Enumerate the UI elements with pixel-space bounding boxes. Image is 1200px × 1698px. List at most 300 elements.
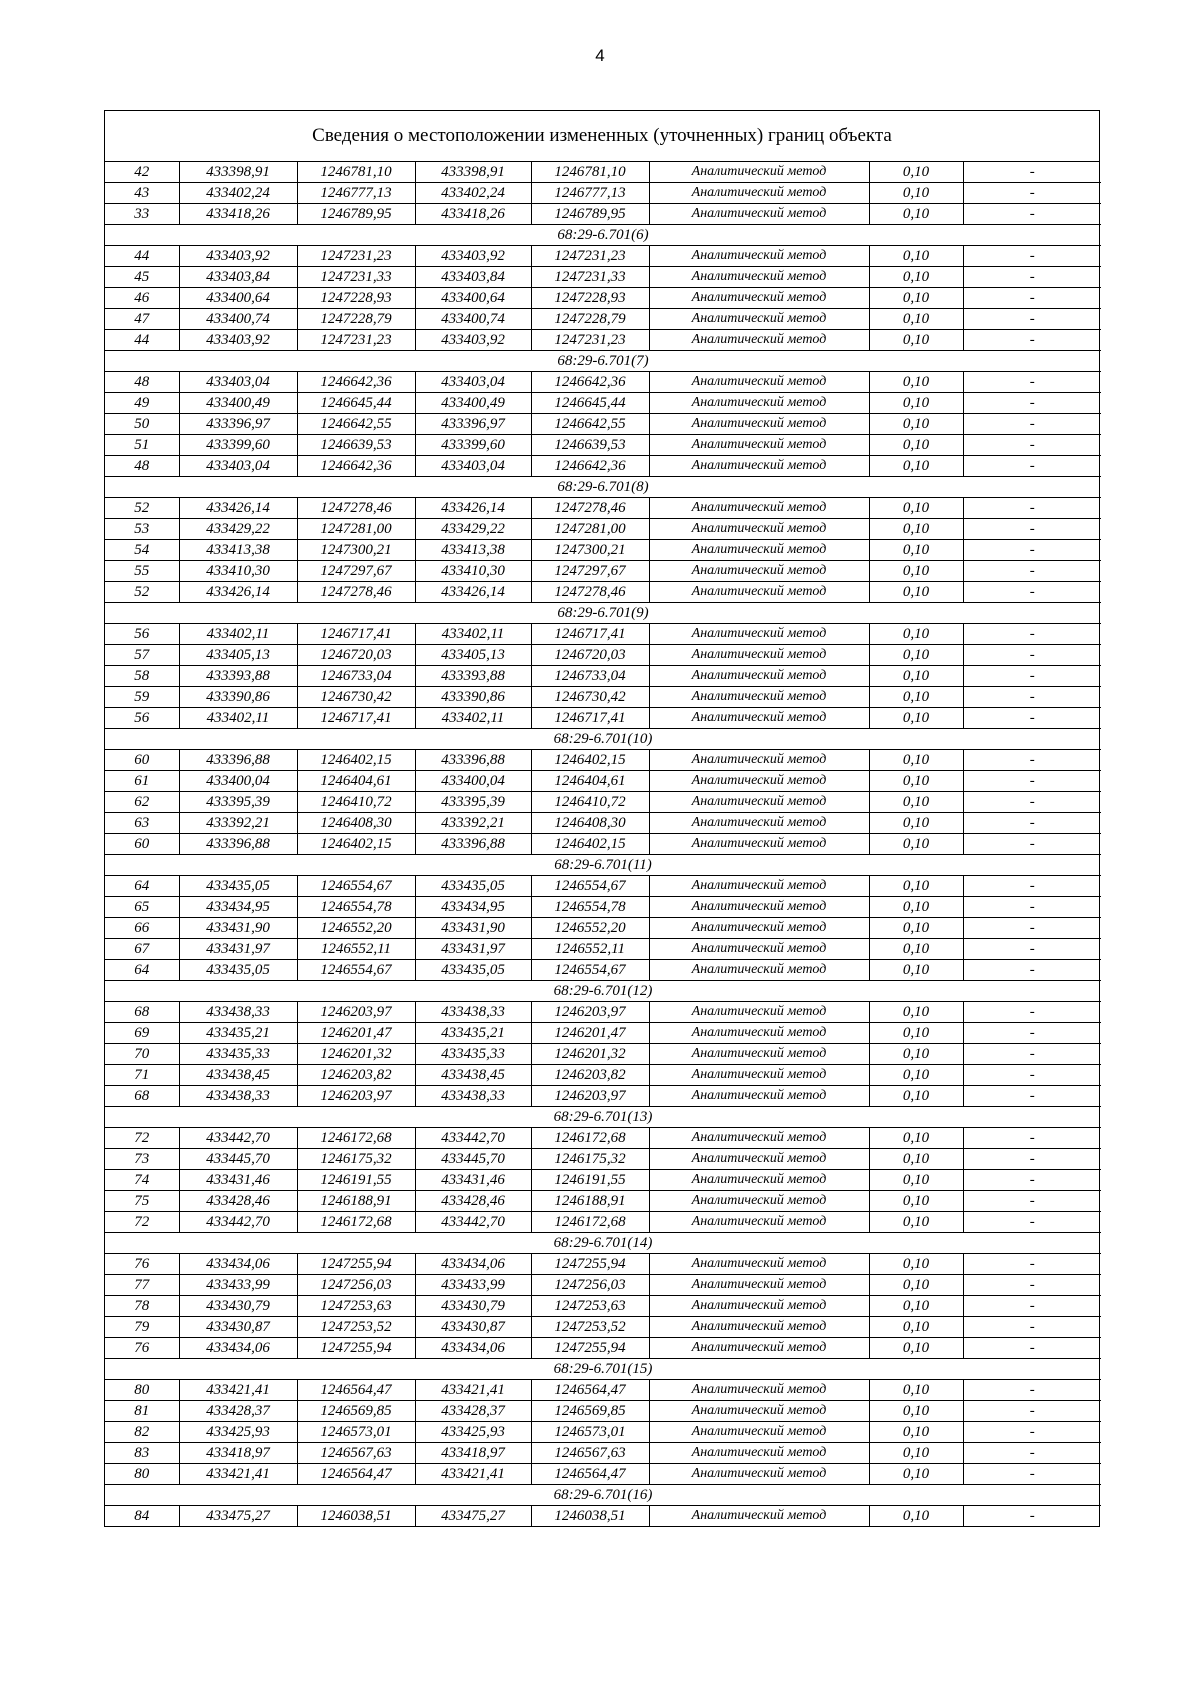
x-old-cell: 433426,14 (179, 582, 297, 603)
y-old-cell: 1247281,00 (297, 519, 415, 540)
y-old-cell: 1246191,55 (297, 1170, 415, 1191)
table-row (105, 519, 1101, 540)
x-old-cell: 433430,79 (179, 1296, 297, 1317)
table-row (105, 1065, 1101, 1086)
method-cell: Аналитический метод (649, 624, 869, 645)
y-new-cell: 1246564,47 (531, 1380, 649, 1401)
x-old-cell: 433438,45 (179, 1065, 297, 1086)
description-cell: - (963, 1254, 1101, 1275)
x-new-cell: 433403,92 (415, 246, 531, 267)
point-number-cell: 58 (105, 666, 179, 687)
y-old-cell: 1247228,93 (297, 288, 415, 309)
description-cell: - (963, 519, 1101, 540)
y-new-cell: 1247253,63 (531, 1296, 649, 1317)
point-number-cell: 52 (105, 582, 179, 603)
accuracy-cell: 0,10 (869, 834, 963, 855)
accuracy-cell: 0,10 (869, 561, 963, 582)
accuracy-cell: 0,10 (869, 1086, 963, 1107)
description-cell: - (963, 435, 1101, 456)
table-row (105, 561, 1101, 582)
point-number-cell: 81 (105, 1401, 179, 1422)
table-row (105, 1212, 1101, 1233)
x-new-cell: 433403,92 (415, 330, 531, 351)
y-new-cell: 1246642,55 (531, 414, 649, 435)
point-number-cell: 43 (105, 183, 179, 204)
x-old-cell: 433442,70 (179, 1212, 297, 1233)
x-new-cell: 433434,06 (415, 1254, 531, 1275)
y-old-cell: 1246777,13 (297, 183, 415, 204)
y-old-cell: 1246552,20 (297, 918, 415, 939)
accuracy-cell: 0,10 (869, 771, 963, 792)
table-row (105, 1191, 1101, 1212)
point-number-cell: 71 (105, 1065, 179, 1086)
point-number-cell: 60 (105, 750, 179, 771)
point-number-cell: 48 (105, 456, 179, 477)
y-new-cell: 1246552,20 (531, 918, 649, 939)
x-new-cell: 433430,87 (415, 1317, 531, 1338)
y-old-cell: 1247231,23 (297, 330, 415, 351)
description-cell: - (963, 1065, 1101, 1086)
x-new-cell: 433400,49 (415, 393, 531, 414)
x-new-cell: 433426,14 (415, 498, 531, 519)
point-number-cell: 64 (105, 876, 179, 897)
y-new-cell: 1246402,15 (531, 750, 649, 771)
x-old-cell: 433403,04 (179, 372, 297, 393)
point-number-cell: 48 (105, 372, 179, 393)
point-number-cell: 42 (105, 162, 179, 183)
y-new-cell: 1247228,79 (531, 309, 649, 330)
x-new-cell: 433434,06 (415, 1338, 531, 1359)
x-old-cell: 433410,30 (179, 561, 297, 582)
x-new-cell: 433421,41 (415, 1464, 531, 1485)
point-number-cell: 75 (105, 1191, 179, 1212)
accuracy-cell: 0,10 (869, 1464, 963, 1485)
x-old-cell: 433433,99 (179, 1275, 297, 1296)
x-old-cell: 433400,04 (179, 771, 297, 792)
x-new-cell: 433405,13 (415, 645, 531, 666)
point-number-cell: 82 (105, 1422, 179, 1443)
method-cell: Аналитический метод (649, 1065, 869, 1086)
y-old-cell: 1246733,04 (297, 666, 415, 687)
accuracy-cell: 0,10 (869, 330, 963, 351)
y-new-cell: 1247300,21 (531, 540, 649, 561)
accuracy-cell: 0,10 (869, 162, 963, 183)
x-old-cell: 433403,92 (179, 246, 297, 267)
method-cell: Аналитический метод (649, 330, 869, 351)
accuracy-cell: 0,10 (869, 183, 963, 204)
description-cell: - (963, 1443, 1101, 1464)
description-cell: - (963, 897, 1101, 918)
y-new-cell: 1247256,03 (531, 1275, 649, 1296)
x-old-cell: 433396,97 (179, 414, 297, 435)
x-new-cell: 433425,93 (415, 1422, 531, 1443)
method-cell: Аналитический метод (649, 645, 869, 666)
description-cell: - (963, 1128, 1101, 1149)
x-new-cell: 433396,88 (415, 834, 531, 855)
x-old-cell: 433425,93 (179, 1422, 297, 1443)
point-number-cell: 61 (105, 771, 179, 792)
table-row (105, 939, 1101, 960)
x-new-cell: 433400,74 (415, 309, 531, 330)
x-new-cell: 433396,88 (415, 750, 531, 771)
point-number-cell: 67 (105, 939, 179, 960)
y-new-cell: 1246645,44 (531, 393, 649, 414)
x-new-cell: 433418,26 (415, 204, 531, 225)
contour-label: 68:29-6.701(6) (105, 225, 1101, 246)
table-row (105, 498, 1101, 519)
table-row (105, 1170, 1101, 1191)
method-cell: Аналитический метод (649, 1317, 869, 1338)
y-new-cell: 1246402,15 (531, 834, 649, 855)
method-cell: Аналитический метод (649, 876, 869, 897)
contour-section-row (105, 351, 1101, 372)
y-new-cell: 1246642,36 (531, 372, 649, 393)
x-old-cell: 433396,88 (179, 750, 297, 771)
table-row (105, 1422, 1101, 1443)
accuracy-cell: 0,10 (869, 918, 963, 939)
x-old-cell: 433438,33 (179, 1002, 297, 1023)
x-old-cell: 433400,74 (179, 309, 297, 330)
accuracy-cell: 0,10 (869, 1212, 963, 1233)
point-number-cell: 54 (105, 540, 179, 561)
contour-section-row (105, 729, 1101, 750)
table-row (105, 162, 1101, 183)
method-cell: Аналитический метод (649, 519, 869, 540)
point-number-cell: 44 (105, 246, 179, 267)
x-old-cell: 433430,87 (179, 1317, 297, 1338)
table-row (105, 1254, 1101, 1275)
method-cell: Аналитический метод (649, 498, 869, 519)
y-new-cell: 1246410,72 (531, 792, 649, 813)
description-cell: - (963, 960, 1101, 981)
accuracy-cell: 0,10 (869, 456, 963, 477)
accuracy-cell: 0,10 (869, 792, 963, 813)
point-number-cell: 66 (105, 918, 179, 939)
y-new-cell: 1246188,91 (531, 1191, 649, 1212)
x-new-cell: 433426,14 (415, 582, 531, 603)
method-cell: Аналитический метод (649, 1401, 869, 1422)
accuracy-cell: 0,10 (869, 687, 963, 708)
x-old-cell: 433390,86 (179, 687, 297, 708)
method-cell: Аналитический метод (649, 1443, 869, 1464)
y-old-cell: 1246564,47 (297, 1464, 415, 1485)
x-old-cell: 433418,26 (179, 204, 297, 225)
method-cell: Аналитический метод (649, 288, 869, 309)
y-new-cell: 1247228,93 (531, 288, 649, 309)
accuracy-cell: 0,10 (869, 435, 963, 456)
y-old-cell: 1246567,63 (297, 1443, 415, 1464)
method-cell: Аналитический метод (649, 372, 869, 393)
y-new-cell: 1246554,78 (531, 897, 649, 918)
table-row (105, 1464, 1101, 1485)
description-cell: - (963, 813, 1101, 834)
y-old-cell: 1246789,95 (297, 204, 415, 225)
method-cell: Аналитический метод (649, 1170, 869, 1191)
x-new-cell: 433403,04 (415, 372, 531, 393)
y-new-cell: 1247255,94 (531, 1338, 649, 1359)
x-new-cell: 433402,24 (415, 183, 531, 204)
table-row (105, 645, 1101, 666)
y-new-cell: 1247253,52 (531, 1317, 649, 1338)
accuracy-cell: 0,10 (869, 414, 963, 435)
description-cell: - (963, 1464, 1101, 1485)
y-new-cell: 1246552,11 (531, 939, 649, 960)
point-number-cell: 56 (105, 624, 179, 645)
point-number-cell: 77 (105, 1275, 179, 1296)
y-old-cell: 1246172,68 (297, 1212, 415, 1233)
y-old-cell: 1247228,79 (297, 309, 415, 330)
description-cell: - (963, 666, 1101, 687)
table-row (105, 309, 1101, 330)
description-cell: - (963, 1191, 1101, 1212)
y-new-cell: 1246038,51 (531, 1506, 649, 1527)
description-cell: - (963, 1317, 1101, 1338)
accuracy-cell: 0,10 (869, 519, 963, 540)
table-row (105, 1296, 1101, 1317)
description-cell: - (963, 918, 1101, 939)
x-old-cell: 433428,46 (179, 1191, 297, 1212)
x-old-cell: 433435,21 (179, 1023, 297, 1044)
x-new-cell: 433438,33 (415, 1002, 531, 1023)
point-number-cell: 78 (105, 1296, 179, 1317)
x-new-cell: 433429,22 (415, 519, 531, 540)
y-old-cell: 1246402,15 (297, 750, 415, 771)
description-cell: - (963, 645, 1101, 666)
method-cell: Аналитический метод (649, 561, 869, 582)
x-new-cell: 433402,11 (415, 708, 531, 729)
table-row (105, 1086, 1101, 1107)
table-row (105, 708, 1101, 729)
x-new-cell: 433399,60 (415, 435, 531, 456)
contour-section-row (105, 981, 1101, 1002)
table-row (105, 834, 1101, 855)
method-cell: Аналитический метод (649, 1254, 869, 1275)
contour-label: 68:29-6.701(9) (105, 603, 1101, 624)
x-old-cell: 433393,88 (179, 666, 297, 687)
y-new-cell: 1247278,46 (531, 582, 649, 603)
y-old-cell: 1246203,97 (297, 1002, 415, 1023)
x-old-cell: 433431,97 (179, 939, 297, 960)
y-old-cell: 1247278,46 (297, 498, 415, 519)
accuracy-cell: 0,10 (869, 498, 963, 519)
description-cell: - (963, 309, 1101, 330)
x-new-cell: 433402,11 (415, 624, 531, 645)
accuracy-cell: 0,10 (869, 1506, 963, 1527)
method-cell: Аналитический метод (649, 162, 869, 183)
method-cell: Аналитический метод (649, 456, 869, 477)
y-old-cell: 1246038,51 (297, 1506, 415, 1527)
x-new-cell: 433428,46 (415, 1191, 531, 1212)
x-old-cell: 433434,06 (179, 1338, 297, 1359)
point-number-cell: 70 (105, 1044, 179, 1065)
contour-label: 68:29-6.701(16) (105, 1485, 1101, 1506)
y-new-cell: 1247255,94 (531, 1254, 649, 1275)
x-old-cell: 433398,91 (179, 162, 297, 183)
x-old-cell: 433402,11 (179, 624, 297, 645)
y-old-cell: 1247231,23 (297, 246, 415, 267)
y-old-cell: 1246402,15 (297, 834, 415, 855)
description-cell: - (963, 456, 1101, 477)
description-cell: - (963, 162, 1101, 183)
y-new-cell: 1246733,04 (531, 666, 649, 687)
point-number-cell: 76 (105, 1338, 179, 1359)
y-old-cell: 1247253,52 (297, 1317, 415, 1338)
accuracy-cell: 0,10 (869, 1317, 963, 1338)
table-row (105, 183, 1101, 204)
x-old-cell: 433400,49 (179, 393, 297, 414)
description-cell: - (963, 876, 1101, 897)
contour-label: 68:29-6.701(14) (105, 1233, 1101, 1254)
y-new-cell: 1246203,97 (531, 1086, 649, 1107)
description-cell: - (963, 1170, 1101, 1191)
point-number-cell: 60 (105, 834, 179, 855)
method-cell: Аналитический метод (649, 1044, 869, 1065)
method-cell: Аналитический метод (649, 834, 869, 855)
point-number-cell: 57 (105, 645, 179, 666)
point-number-cell: 69 (105, 1023, 179, 1044)
x-old-cell: 433435,33 (179, 1044, 297, 1065)
y-new-cell: 1246777,13 (531, 183, 649, 204)
table-row (105, 897, 1101, 918)
description-cell: - (963, 414, 1101, 435)
point-number-cell: 63 (105, 813, 179, 834)
method-cell: Аналитический метод (649, 540, 869, 561)
method-cell: Аналитический метод (649, 939, 869, 960)
point-number-cell: 53 (105, 519, 179, 540)
table-row (105, 1044, 1101, 1065)
contour-label: 68:29-6.701(11) (105, 855, 1101, 876)
y-old-cell: 1246554,67 (297, 960, 415, 981)
table-row (105, 372, 1101, 393)
method-cell: Аналитический метод (649, 1086, 869, 1107)
y-new-cell: 1246730,42 (531, 687, 649, 708)
description-cell: - (963, 1023, 1101, 1044)
x-new-cell: 433430,79 (415, 1296, 531, 1317)
point-number-cell: 44 (105, 330, 179, 351)
y-old-cell: 1247255,94 (297, 1338, 415, 1359)
x-new-cell: 433418,97 (415, 1443, 531, 1464)
y-new-cell: 1247281,00 (531, 519, 649, 540)
description-cell: - (963, 750, 1101, 771)
x-old-cell: 433400,64 (179, 288, 297, 309)
y-old-cell: 1246564,47 (297, 1380, 415, 1401)
y-new-cell: 1247231,33 (531, 267, 649, 288)
table-row (105, 582, 1101, 603)
contour-section-row (105, 1485, 1101, 1506)
method-cell: Аналитический метод (649, 1380, 869, 1401)
method-cell: Аналитический метод (649, 204, 869, 225)
x-new-cell: 433475,27 (415, 1506, 531, 1527)
accuracy-cell: 0,10 (869, 960, 963, 981)
table-row (105, 456, 1101, 477)
accuracy-cell: 0,10 (869, 540, 963, 561)
y-new-cell: 1246201,47 (531, 1023, 649, 1044)
x-new-cell: 433410,30 (415, 561, 531, 582)
table-row (105, 876, 1101, 897)
x-new-cell: 433413,38 (415, 540, 531, 561)
x-new-cell: 433392,21 (415, 813, 531, 834)
y-new-cell: 1246172,68 (531, 1212, 649, 1233)
accuracy-cell: 0,10 (869, 645, 963, 666)
y-old-cell: 1246645,44 (297, 393, 415, 414)
point-number-cell: 56 (105, 708, 179, 729)
accuracy-cell: 0,10 (869, 582, 963, 603)
contour-label: 68:29-6.701(13) (105, 1107, 1101, 1128)
point-number-cell: 79 (105, 1317, 179, 1338)
method-cell: Аналитический метод (649, 1422, 869, 1443)
accuracy-cell: 0,10 (869, 1044, 963, 1065)
y-new-cell: 1247231,23 (531, 246, 649, 267)
table-row (105, 1149, 1101, 1170)
x-old-cell: 433438,33 (179, 1086, 297, 1107)
description-cell: - (963, 834, 1101, 855)
x-new-cell: 433403,04 (415, 456, 531, 477)
method-cell: Аналитический метод (649, 1275, 869, 1296)
method-cell: Аналитический метод (649, 666, 869, 687)
y-old-cell: 1246720,03 (297, 645, 415, 666)
table-row (105, 393, 1101, 414)
description-cell: - (963, 687, 1101, 708)
x-new-cell: 433434,95 (415, 897, 531, 918)
description-cell: - (963, 582, 1101, 603)
y-old-cell: 1247297,67 (297, 561, 415, 582)
accuracy-cell: 0,10 (869, 267, 963, 288)
method-cell: Аналитический метод (649, 183, 869, 204)
accuracy-cell: 0,10 (869, 1170, 963, 1191)
accuracy-cell: 0,10 (869, 750, 963, 771)
table-row (105, 435, 1101, 456)
accuracy-cell: 0,10 (869, 813, 963, 834)
y-old-cell: 1246642,36 (297, 456, 415, 477)
point-number-cell: 33 (105, 204, 179, 225)
x-old-cell: 433402,24 (179, 183, 297, 204)
accuracy-cell: 0,10 (869, 1338, 963, 1359)
x-old-cell: 433395,39 (179, 792, 297, 813)
y-old-cell: 1246569,85 (297, 1401, 415, 1422)
x-old-cell: 433434,06 (179, 1254, 297, 1275)
point-number-cell: 73 (105, 1149, 179, 1170)
x-new-cell: 433435,05 (415, 960, 531, 981)
x-old-cell: 433405,13 (179, 645, 297, 666)
point-number-cell: 45 (105, 267, 179, 288)
x-old-cell: 433396,88 (179, 834, 297, 855)
y-old-cell: 1247253,63 (297, 1296, 415, 1317)
accuracy-cell: 0,10 (869, 288, 963, 309)
y-old-cell: 1246201,32 (297, 1044, 415, 1065)
y-old-cell: 1246554,78 (297, 897, 415, 918)
y-old-cell: 1247256,03 (297, 1275, 415, 1296)
y-new-cell: 1246564,47 (531, 1464, 649, 1485)
x-old-cell: 433402,11 (179, 708, 297, 729)
x-new-cell: 433398,91 (415, 162, 531, 183)
accuracy-cell: 0,10 (869, 1128, 963, 1149)
x-new-cell: 433431,97 (415, 939, 531, 960)
x-old-cell: 433428,37 (179, 1401, 297, 1422)
accuracy-cell: 0,10 (869, 1422, 963, 1443)
contour-label: 68:29-6.701(10) (105, 729, 1101, 750)
point-number-cell: 62 (105, 792, 179, 813)
point-number-cell: 51 (105, 435, 179, 456)
contour-label: 68:29-6.701(12) (105, 981, 1101, 1002)
accuracy-cell: 0,10 (869, 876, 963, 897)
accuracy-cell: 0,10 (869, 1002, 963, 1023)
accuracy-cell: 0,10 (869, 1191, 963, 1212)
table-row (105, 1002, 1101, 1023)
x-new-cell: 433395,39 (415, 792, 531, 813)
y-new-cell: 1246781,10 (531, 162, 649, 183)
table-row (105, 1128, 1101, 1149)
y-old-cell: 1247231,33 (297, 267, 415, 288)
